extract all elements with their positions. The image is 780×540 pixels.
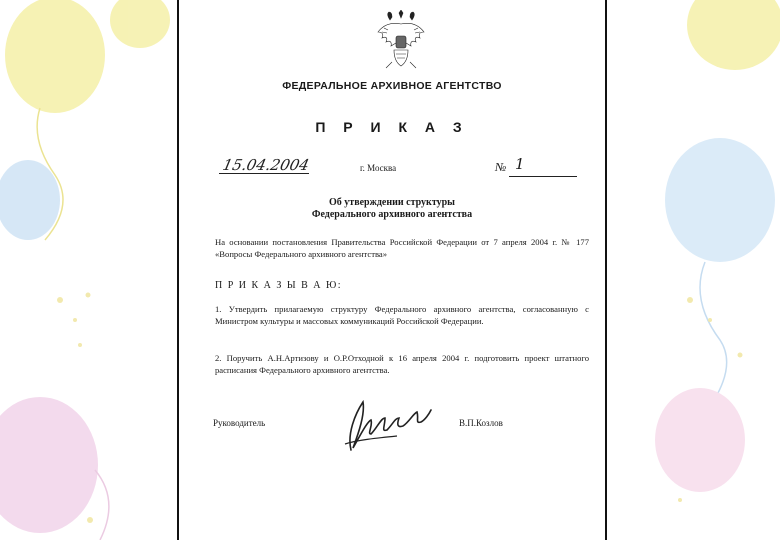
date-underline xyxy=(219,173,309,174)
handwritten-signature-icon xyxy=(337,394,437,454)
balloon-pink-left xyxy=(0,397,98,533)
agency-name: ФЕДЕРАЛЬНОЕ АРХИВНОЕ АГЕНТСТВО xyxy=(282,80,502,92)
signer-title: Руководитель xyxy=(213,418,266,428)
document-type-title: П Р И К А З xyxy=(315,119,469,135)
subject-line-1: Об утверждении структуры xyxy=(329,197,455,208)
order-directive: П Р И К А З Ы В А Ю: xyxy=(215,280,343,291)
balloon-yellow-top xyxy=(110,0,170,48)
double-headed-eagle-emblem-icon xyxy=(372,10,430,72)
balloon-yellow-left xyxy=(5,0,105,113)
order-city: г. Москва xyxy=(360,163,397,173)
order-item-1: 1. Утвердить прилагаемую структуру Федерального архивного агентства, согласованную с Министром культуры и массовых коммуникаций Российской Федерации. xyxy=(215,304,589,326)
signer-name: В.П.Козлов xyxy=(459,418,503,428)
subject-line-2: Федерального архивного агентства xyxy=(311,209,473,220)
number-underline xyxy=(509,176,577,177)
basis-paragraph: На основании постановления Правительства Российской Федерации от 7 апреля 2004 г. № 177 «Вопросы Федерального архивного агентства» xyxy=(215,237,589,259)
order-date: 15.04.2004 xyxy=(221,156,311,174)
balloon-blue-left xyxy=(0,160,60,240)
order-item-2: 2. Поручить А.Н.Артизову и О.Р.Отходной к 16 апреля 2004 г. подготовить проект штатного расписания Федерального архивного агентства. xyxy=(215,353,589,375)
order-number: 1 xyxy=(515,155,525,173)
order-subject xyxy=(179,197,605,221)
balloon-yellow-right xyxy=(687,0,780,70)
balloon-pink-right xyxy=(655,388,745,492)
scanned-order-document xyxy=(177,0,607,540)
order-number-label: № xyxy=(495,160,507,174)
balloon-blue-right xyxy=(665,138,775,262)
